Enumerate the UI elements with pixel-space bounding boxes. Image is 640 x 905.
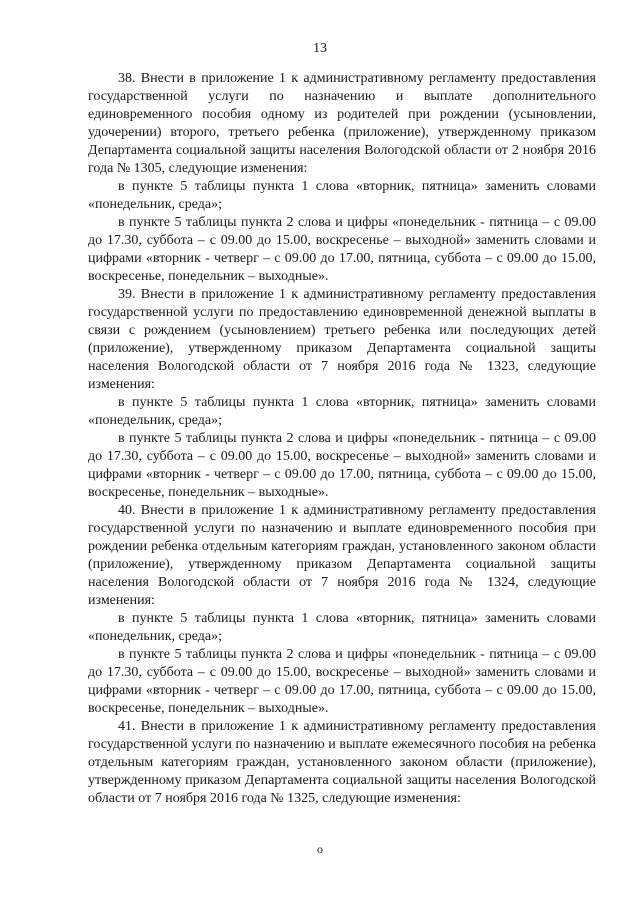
page-number: 13 xyxy=(313,41,327,56)
paragraph-40-change-2: в пункте 5 таблицы пункта 2 слова и цифры «понедельник - пятница – с 09.00 до 17.30, суббота – с 09.00 до 15.00, воскресенье – выходной» заменить словами и цифрами «вторник - четверг – с 09.00 до 17.00, пятница, суббота – с 09.00 до 15.00, воскресенье, понедельник – выходные». xyxy=(88,647,596,716)
paragraph-38-change-1: в пункте 5 таблицы пункта 1 слова «вторник, пятница» заменить словами «понедельник, среда»; xyxy=(88,179,596,212)
paragraph-39-intro: 39. Внести в приложение 1 к административному регламенту предоставления государственной услуги по предоставлению единовременной денежной выплаты в связи с рождением (усыновлением) третьего ребенка или последующих детей (приложение), утвержденному приказом Департамента социальной защиты населения Вологодской области от 7 ноября 2016 года № 1323, следующие изменения: xyxy=(88,287,596,392)
paragraph-38-intro: 38. Внести в приложение 1 к административному регламенту предоставления государственной услуги по назначению и выплате дополнительного единовременного пособия одному из родителей при рождении (усыновлении, удочерении) второго, третьего ребенка (приложение), утвержденному приказом Департамента социальной защиты населения Вологодской области от 2 ноября 2016 года № 1305, следующие изменения: xyxy=(88,71,596,176)
document-body xyxy=(88,70,596,808)
paragraph-40-intro: 40. Внести в приложение 1 к административному регламенту предоставления государственной услуги по назначению и выплате единовременного пособия при рождении ребенка отдельным категориям граждан, установленного законом области (приложение), утвержденному приказом Департамента социальной защиты населения Вологодской области от 7 ноября 2016 года № 1324, следующие изменения: xyxy=(88,503,596,608)
paragraph-41-intro: 41. Внести в приложение 1 к административному регламенту предоставления государственной услуги по назначению и выплате ежемесячного пособия на ребенка отдельным категориям граждан, установленного законом области (приложение), утвержденному приказом Департамента социальной защиты населения Вологодской области от 7 ноября 2016 года № 1325, следующие изменения: xyxy=(88,719,596,806)
footer-mark: о xyxy=(317,842,323,856)
paragraph-39-change-2: в пункте 5 таблицы пункта 2 слова и цифры «понедельник - пятница – с 09.00 до 17.30, суббота – с 09.00 до 15.00, воскресенье – выходной» заменить словами и цифрами «вторник - четверг – с 09.00 до 17.00, пятница, суббота – с 09.00 до 15.00, воскресенье, понедельник – выходные». xyxy=(88,431,596,500)
paragraph-40-change-1: в пункте 5 таблицы пункта 1 слова «вторник, пятница» заменить словами «понедельник, среда»; xyxy=(88,611,596,644)
paragraph-38-change-2: в пункте 5 таблицы пункта 2 слова и цифры «понедельник - пятница – с 09.00 до 17.30, суббота – с 09.00 до 15.00, воскресенье – выходной» заменить словами и цифрами «вторник - четверг – с 09.00 до 17.00, пятница, суббота – с 09.00 до 15.00, воскресенье, понедельник – выходные». xyxy=(88,215,596,284)
paragraph-39-change-1: в пункте 5 таблицы пункта 1 слова «вторник, пятница» заменить словами «понедельник, среда»; xyxy=(88,395,596,428)
